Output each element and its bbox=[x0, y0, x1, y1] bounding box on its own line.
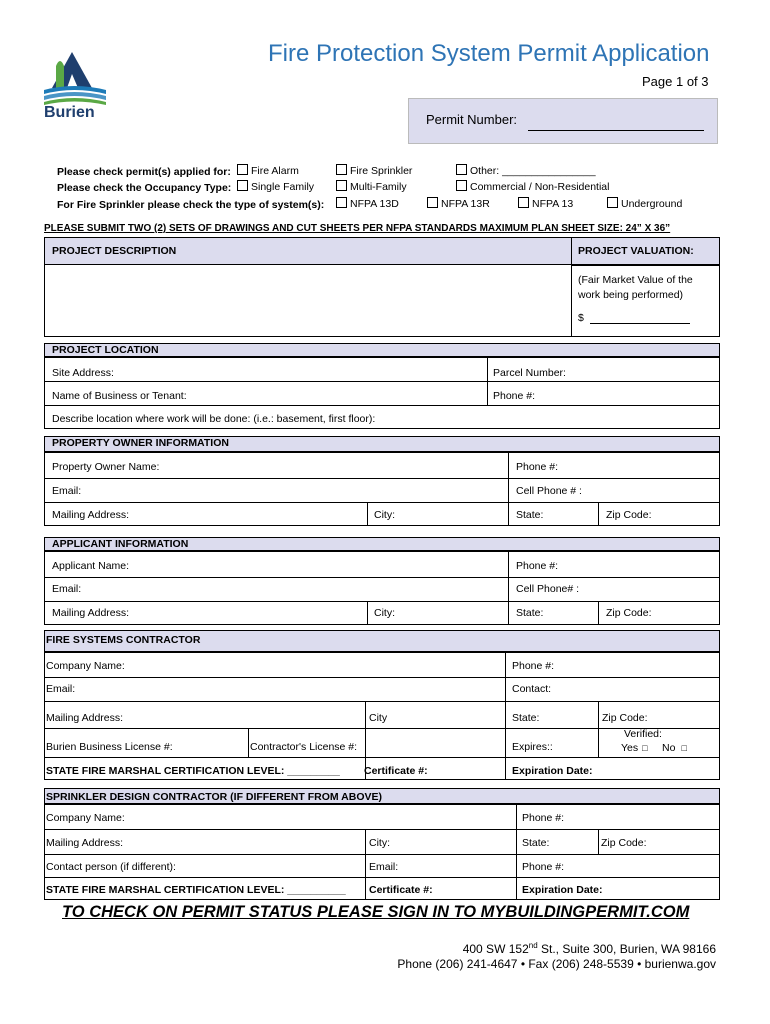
contractor-email-label[interactable]: Email: bbox=[46, 683, 76, 695]
valuation-note-2: work being performed) bbox=[578, 289, 684, 301]
contractor-contact-label[interactable]: Contact: bbox=[512, 683, 552, 695]
work-location-label[interactable]: Describe location where work will be done: (i.e.: basement, first floor): bbox=[52, 413, 376, 425]
sprinkler-expiration-label[interactable]: Expiration Date: bbox=[522, 884, 603, 896]
sprinkler-certificate-label[interactable]: Certificate #: bbox=[369, 884, 433, 896]
address-sup: nd bbox=[528, 941, 538, 950]
other-label: Other: ________________ bbox=[470, 165, 596, 177]
owner-zip-label[interactable]: Zip Code: bbox=[606, 509, 652, 521]
verified-label: Verified: bbox=[624, 728, 662, 740]
project-valuation-header: PROJECT VALUATION: bbox=[578, 245, 694, 257]
checkbox-multi-family[interactable] bbox=[336, 180, 407, 194]
address-street: 400 SW 152 bbox=[462, 942, 529, 956]
owner-cell-label[interactable]: Cell Phone # : bbox=[516, 485, 582, 497]
fire-alarm-label: Fire Alarm bbox=[251, 165, 299, 177]
sprinkler-phone-label[interactable]: Phone #: bbox=[522, 812, 565, 824]
license-expires-label[interactable]: Expires:: bbox=[512, 741, 553, 753]
applicant-state-label[interactable]: State: bbox=[516, 607, 544, 619]
fire-contractor-header: FIRE SYSTEMS CONTRACTOR bbox=[46, 634, 201, 646]
commercial-label: Commercial / Non-Residential bbox=[470, 181, 610, 193]
checkbox-fire-sprinkler[interactable] bbox=[336, 164, 412, 178]
applicant-cell-label[interactable]: Cell Phone# : bbox=[516, 583, 580, 595]
checkbox-nfpa-13d[interactable] bbox=[336, 197, 399, 211]
checkbox-fire-alarm[interactable] bbox=[237, 164, 299, 178]
valuation-field[interactable] bbox=[590, 323, 690, 324]
checkbox-nfpa-13[interactable] bbox=[518, 197, 573, 211]
system-type-label: For Fire Sprinkler please check the type of system(s): bbox=[57, 199, 325, 211]
sprinkler-phone2-label[interactable]: Phone #: bbox=[522, 861, 565, 873]
fire-sprinkler-label: Fire Sprinkler bbox=[350, 165, 413, 177]
verified-no-label: No bbox=[662, 742, 676, 754]
applicant-email-label[interactable]: Email: bbox=[52, 583, 82, 595]
applicant-zip-label[interactable]: Zip Code: bbox=[606, 607, 652, 619]
permit-number-label: Permit Number: bbox=[426, 112, 518, 127]
site-address-label[interactable]: Site Address: bbox=[52, 367, 114, 379]
nfpa-13-label: NFPA 13 bbox=[532, 198, 574, 210]
contractor-certificate-label[interactable]: Certificate #: bbox=[364, 765, 428, 777]
parcel-number-label[interactable]: Parcel Number: bbox=[493, 367, 566, 379]
property-owner-header: PROPERTY OWNER INFORMATION bbox=[52, 437, 229, 449]
sprinkler-company-label[interactable]: Company Name: bbox=[46, 812, 125, 824]
footer-address bbox=[463, 938, 716, 957]
verified-yes-label: Yes bbox=[621, 742, 639, 754]
project-location-header: PROJECT LOCATION bbox=[52, 344, 159, 356]
applicant-phone-label[interactable]: Phone #: bbox=[516, 560, 559, 572]
owner-name-label[interactable]: Property Owner Name: bbox=[52, 461, 160, 473]
applicant-header: APPLICANT INFORMATION bbox=[52, 538, 189, 550]
owner-email-label[interactable]: Email: bbox=[52, 485, 82, 497]
business-license-label[interactable]: Burien Business License #: bbox=[46, 741, 173, 753]
owner-mailing-label[interactable]: Mailing Address: bbox=[52, 509, 130, 521]
logo-city-name: Burien bbox=[44, 104, 95, 121]
owner-city-label[interactable]: City: bbox=[374, 509, 395, 521]
burien-logo-icon bbox=[42, 44, 108, 106]
contractor-cert-level-label[interactable]: STATE FIRE MARSHAL CERTIFICATION LEVEL: _________ bbox=[46, 765, 340, 777]
applicant-city-label[interactable]: City: bbox=[374, 607, 395, 619]
permit-type-label: Please check permit(s) applied for: bbox=[57, 166, 231, 178]
sprinkler-zip-label[interactable]: Zip Code: bbox=[601, 837, 647, 849]
contractor-mailing-label[interactable]: Mailing Address: bbox=[46, 712, 124, 724]
multi-family-label: Multi-Family bbox=[350, 181, 407, 193]
verified-yes-option[interactable]: Yes □ bbox=[621, 742, 648, 754]
location-phone-label[interactable]: Phone #: bbox=[493, 390, 536, 402]
applicant-mailing-label[interactable]: Mailing Address: bbox=[52, 607, 130, 619]
nfpa-13r-label: NFPA 13R bbox=[441, 198, 490, 210]
checkbox-single-family[interactable] bbox=[237, 180, 314, 194]
sprinkler-mailing-label[interactable]: Mailing Address: bbox=[46, 837, 124, 849]
permit-number-field[interactable] bbox=[528, 130, 704, 131]
sprinkler-email-label[interactable]: Email: bbox=[369, 861, 399, 873]
permit-status-notice: TO CHECK ON PERMIT STATUS PLEASE SIGN IN TO MYBUILDINGPERMIT.COM bbox=[62, 903, 690, 921]
owner-state-label[interactable]: State: bbox=[516, 509, 544, 521]
contractor-company-label[interactable]: Company Name: bbox=[46, 660, 125, 672]
business-name-label[interactable]: Name of Business or Tenant: bbox=[52, 390, 187, 402]
contractor-state-label[interactable]: State: bbox=[512, 712, 540, 724]
burien-logo bbox=[42, 44, 108, 124]
single-family-label: Single Family bbox=[251, 181, 315, 193]
underground-label: Underground bbox=[621, 198, 683, 210]
contractor-zip-label[interactable]: Zip Code: bbox=[602, 712, 648, 724]
owner-phone-label[interactable]: Phone #: bbox=[516, 461, 559, 473]
address-rest: St., Suite 300, Burien, WA 98166 bbox=[537, 942, 716, 956]
page-number: Page 1 of 3 bbox=[642, 74, 709, 89]
contractor-expiration-label[interactable]: Expiration Date: bbox=[512, 765, 593, 777]
occupancy-type-label: Please check the Occupancy Type: bbox=[57, 182, 232, 194]
sprinkler-city-label[interactable]: City: bbox=[369, 837, 390, 849]
checkbox-underground[interactable] bbox=[607, 197, 682, 211]
checkbox-other[interactable] bbox=[456, 164, 596, 178]
drawing-notice: PLEASE SUBMIT TWO (2) SETS OF DRAWINGS AND CUT SHEETS PER NFPA STANDARDS MAXIMUM PLAN SHEET SIZE: 24” X 36” bbox=[44, 223, 671, 234]
contractor-city-label[interactable]: City bbox=[369, 712, 388, 724]
project-description-header: PROJECT DESCRIPTION bbox=[52, 245, 177, 257]
sprinkler-contact-person-label[interactable]: Contact person (if different): bbox=[46, 861, 176, 873]
valuation-dollar: $ bbox=[578, 312, 584, 324]
checkbox-nfpa-13r[interactable] bbox=[427, 197, 490, 211]
valuation-note-1: (Fair Market Value of the bbox=[578, 274, 693, 286]
contractor-phone-label[interactable]: Phone #: bbox=[512, 660, 555, 672]
project-description-field[interactable] bbox=[46, 266, 570, 336]
page-title: Fire Protection System Permit Application bbox=[268, 40, 710, 67]
applicant-name-label[interactable]: Applicant Name: bbox=[52, 560, 130, 572]
verified-no-option[interactable]: No □ bbox=[662, 742, 687, 754]
contractor-license-label[interactable]: Contractor's License #: bbox=[250, 741, 358, 753]
sprinkler-design-header: SPRINKLER DESIGN CONTRACTOR (IF DIFFERENT FROM ABOVE) bbox=[46, 791, 382, 803]
nfpa-13d-label: NFPA 13D bbox=[350, 198, 399, 210]
checkbox-commercial[interactable] bbox=[456, 180, 609, 194]
sprinkler-cert-level-label[interactable]: STATE FIRE MARSHAL CERTIFICATION LEVEL: __________ bbox=[46, 884, 346, 896]
sprinkler-state-label[interactable]: State: bbox=[522, 837, 550, 849]
footer-contact: Phone (206) 241-4647 • Fax (206) 248-5539 • burienwa.gov bbox=[397, 957, 716, 971]
